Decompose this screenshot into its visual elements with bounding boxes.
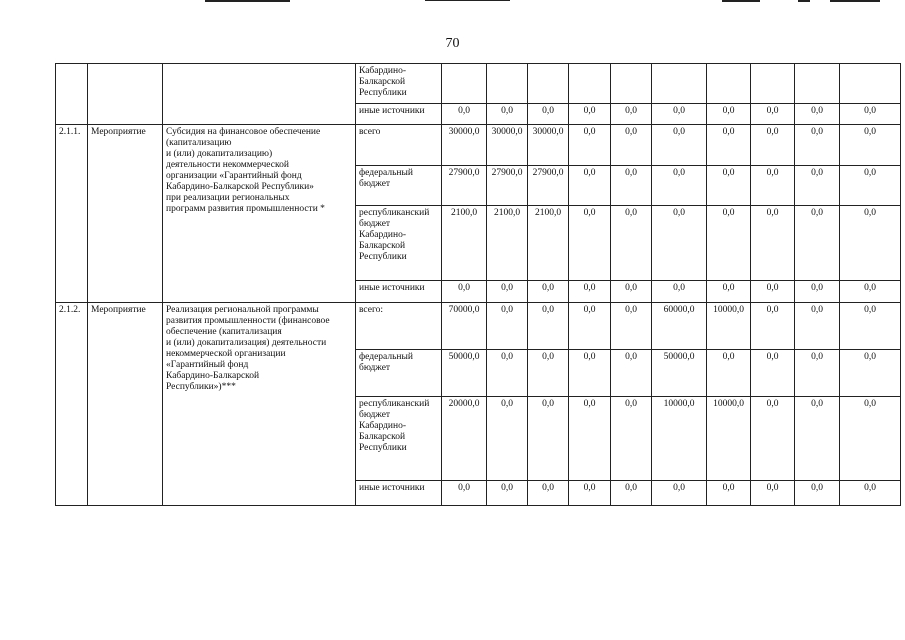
amount-cell: 0,0 (840, 350, 901, 397)
amount-cell: 0,0 (652, 125, 707, 166)
amount-cell: 0,0 (487, 350, 528, 397)
activity-description-cell (163, 64, 356, 125)
amount-cell: 0,0 (795, 350, 840, 397)
activity-type-cell: Мероприятие (88, 125, 163, 303)
amount-cell: 0,0 (487, 481, 528, 506)
scan-artifact-line (425, 0, 510, 1)
amount-cell: 0,0 (569, 206, 611, 281)
amount-cell (569, 64, 611, 104)
amount-cell: 0,0 (442, 281, 487, 303)
amount-cell: 0,0 (707, 481, 751, 506)
amount-cell: 27900,0 (487, 166, 528, 206)
scan-artifact-line (205, 0, 290, 2)
amount-cell: 0,0 (528, 303, 569, 350)
amount-cell: 10000,0 (707, 397, 751, 481)
amount-cell: 0,0 (528, 397, 569, 481)
page-number: 70 (445, 36, 460, 51)
amount-cell: 0,0 (840, 206, 901, 281)
amount-cell: 0,0 (795, 481, 840, 506)
amount-cell: 2100,0 (528, 206, 569, 281)
amount-cell: 0,0 (795, 303, 840, 350)
amount-cell: 0,0 (569, 281, 611, 303)
amount-cell: 0,0 (652, 481, 707, 506)
amount-cell: 2100,0 (442, 206, 487, 281)
amount-cell: 0,0 (528, 281, 569, 303)
amount-cell: 0,0 (611, 397, 652, 481)
amount-cell: 0,0 (442, 481, 487, 506)
amount-cell: 50000,0 (442, 350, 487, 397)
table-row (56, 64, 901, 104)
amount-cell: 0,0 (751, 104, 795, 125)
funding-source-cell: иные источники (356, 481, 442, 506)
amount-cell: 0,0 (611, 303, 652, 350)
amount-cell: 10000,0 (707, 303, 751, 350)
amount-cell: 0,0 (795, 125, 840, 166)
funding-source-cell: республиканский бюджет Кабардино- Балкарской Республики (356, 397, 442, 481)
amount-cell: 0,0 (528, 104, 569, 125)
amount-cell: 0,0 (569, 397, 611, 481)
amount-cell: 0,0 (569, 166, 611, 206)
amount-cell: 27900,0 (528, 166, 569, 206)
amount-cell: 0,0 (840, 303, 901, 350)
amount-cell: 0,0 (840, 281, 901, 303)
scan-artifact-line (722, 0, 760, 2)
amount-cell: 0,0 (569, 481, 611, 506)
amount-cell: 0,0 (611, 350, 652, 397)
amount-cell: 0,0 (751, 303, 795, 350)
amount-cell: 0,0 (528, 481, 569, 506)
amount-cell: 2100,0 (487, 206, 528, 281)
amount-cell: 0,0 (751, 206, 795, 281)
funding-source-cell: иные источники (356, 281, 442, 303)
amount-cell: 0,0 (840, 397, 901, 481)
amount-cell: 0,0 (652, 281, 707, 303)
amount-cell: 0,0 (751, 125, 795, 166)
amount-cell: 27900,0 (442, 166, 487, 206)
amount-cell: 0,0 (652, 104, 707, 125)
amount-cell: 0,0 (707, 125, 751, 166)
amount-cell: 0,0 (569, 350, 611, 397)
amount-cell: 30000,0 (528, 125, 569, 166)
activity-description-cell: Реализация региональной программы развития промышленности (финансовое обеспечение (капитализация и (или) докапитализация) деятельности некоммерческой организации «Гарантийный фонд Кабардино-Балкарской Республики»)*** (163, 303, 356, 506)
activity-code-cell: 2.1.2. (56, 303, 88, 506)
amount-cell (840, 64, 901, 104)
funding-source-cell: всего (356, 125, 442, 166)
amount-cell: 0,0 (795, 206, 840, 281)
amount-cell: 30000,0 (442, 125, 487, 166)
funding-source-cell: всего: (356, 303, 442, 350)
amount-cell: 0,0 (652, 166, 707, 206)
activity-description-cell: Субсидия на финансовое обеспечение (капитализацию и (или) докапитализацию) деятельности некоммерческой организации «Гарантийный фонд Кабардино-Балкарской Республики» при реализации региональных программ развития промышленности * (163, 125, 356, 303)
amount-cell: 50000,0 (652, 350, 707, 397)
amount-cell (442, 64, 487, 104)
table-row (56, 125, 901, 166)
amount-cell: 0,0 (840, 125, 901, 166)
amount-cell: 0,0 (795, 104, 840, 125)
amount-cell (751, 64, 795, 104)
funding-source-cell: Кабардино- Балкарской Республики (356, 64, 442, 104)
amount-cell: 60000,0 (652, 303, 707, 350)
activity-type-cell: Мероприятие (88, 303, 163, 506)
amount-cell: 20000,0 (442, 397, 487, 481)
amount-cell: 0,0 (707, 166, 751, 206)
amount-cell: 70000,0 (442, 303, 487, 350)
activity-type-cell (88, 64, 163, 125)
amount-cell: 0,0 (611, 481, 652, 506)
amount-cell (611, 64, 652, 104)
scan-artifact-line (830, 0, 880, 2)
amount-cell: 0,0 (569, 303, 611, 350)
amount-cell: 0,0 (795, 397, 840, 481)
amount-cell: 0,0 (611, 206, 652, 281)
amount-cell: 0,0 (751, 350, 795, 397)
amount-cell: 0,0 (487, 303, 528, 350)
amount-cell: 0,0 (707, 104, 751, 125)
amount-cell: 0,0 (751, 397, 795, 481)
amount-cell: 0,0 (795, 281, 840, 303)
amount-cell: 0,0 (795, 166, 840, 206)
funding-source-cell: федеральный бюджет (356, 350, 442, 397)
amount-cell: 0,0 (611, 281, 652, 303)
funding-source-cell: иные источники (356, 104, 442, 125)
amount-cell (795, 64, 840, 104)
budget-table (55, 63, 901, 506)
amount-cell: 0,0 (569, 125, 611, 166)
amount-cell: 0,0 (487, 397, 528, 481)
amount-cell: 0,0 (840, 104, 901, 125)
amount-cell: 0,0 (751, 481, 795, 506)
table-row (56, 303, 901, 350)
amount-cell (487, 64, 528, 104)
amount-cell: 0,0 (611, 125, 652, 166)
amount-cell: 0,0 (707, 281, 751, 303)
amount-cell: 0,0 (569, 104, 611, 125)
funding-source-cell: федеральный бюджет (356, 166, 442, 206)
amount-cell (528, 64, 569, 104)
amount-cell: 0,0 (487, 281, 528, 303)
amount-cell: 0,0 (707, 350, 751, 397)
amount-cell: 0,0 (528, 350, 569, 397)
amount-cell: 0,0 (840, 166, 901, 206)
amount-cell: 10000,0 (652, 397, 707, 481)
amount-cell: 0,0 (442, 104, 487, 125)
amount-cell (707, 64, 751, 104)
amount-cell: 30000,0 (487, 125, 528, 166)
amount-cell: 0,0 (611, 104, 652, 125)
amount-cell: 0,0 (487, 104, 528, 125)
funding-source-cell: республиканский бюджет Кабардино- Балкарской Республики (356, 206, 442, 281)
amount-cell: 0,0 (652, 206, 707, 281)
activity-code-cell (56, 64, 88, 125)
amount-cell: 0,0 (707, 206, 751, 281)
amount-cell: 0,0 (751, 281, 795, 303)
amount-cell: 0,0 (611, 166, 652, 206)
activity-code-cell: 2.1.1. (56, 125, 88, 303)
amount-cell (652, 64, 707, 104)
amount-cell: 0,0 (751, 166, 795, 206)
scan-artifact-line (798, 0, 810, 2)
amount-cell: 0,0 (840, 481, 901, 506)
